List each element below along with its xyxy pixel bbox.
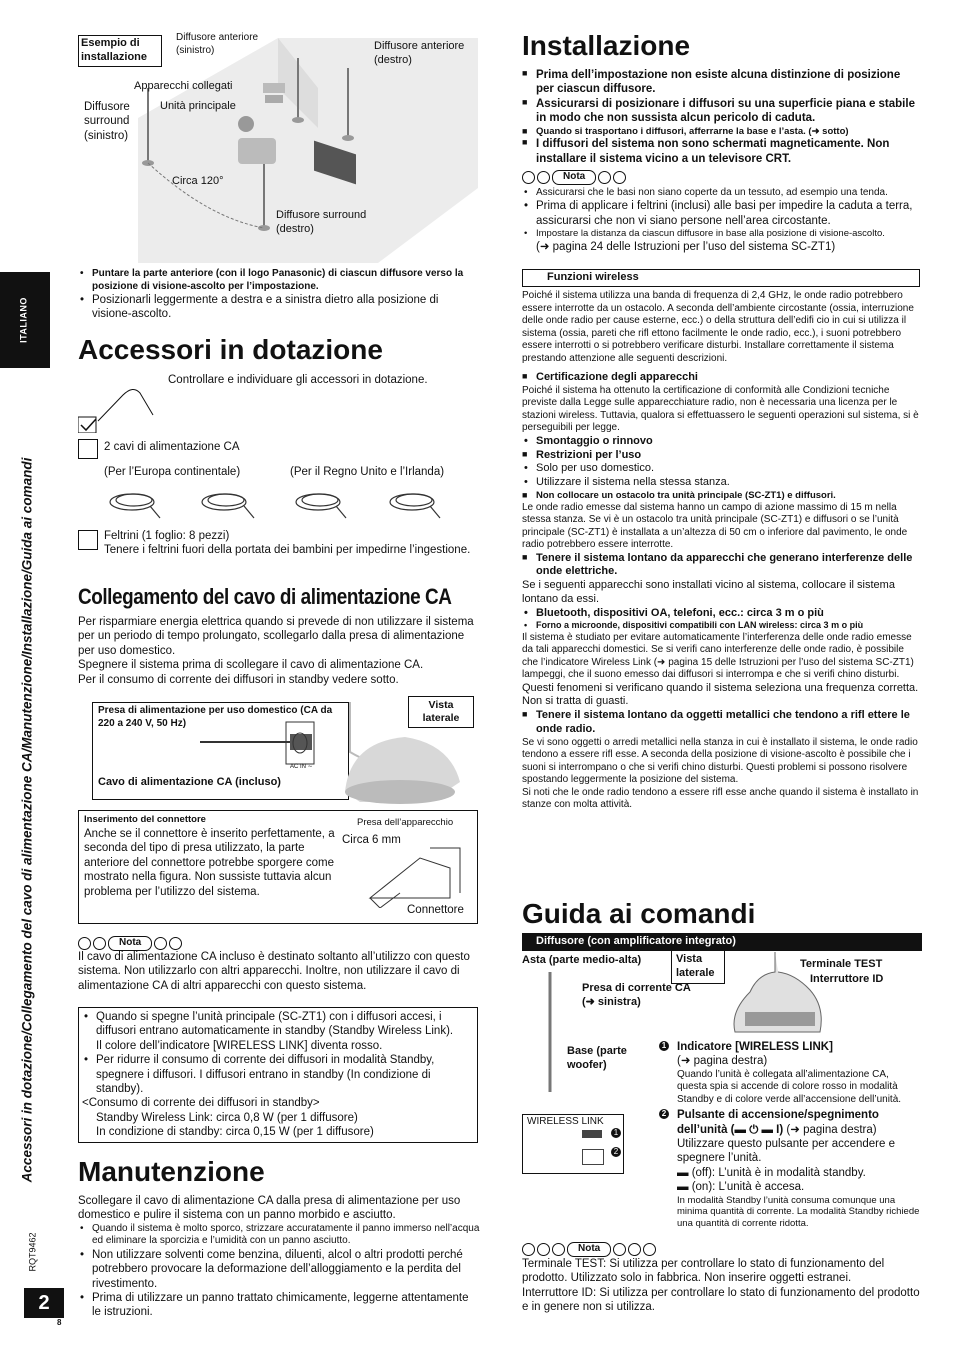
nota-header: Nota [78,936,182,951]
paragraph: Se i seguenti apparecchi sono installati vicino al sistema, collocare il sistema lontano da essi. [522,579,895,605]
asta-label: Asta (parte medio-alta) [522,954,642,966]
indicator-title: 1 Indicatore [WIRELESS LINK] [659,1040,921,1054]
callout-1: 1 [611,1128,621,1138]
doc-code: RQT9462 [27,1232,38,1272]
instruction: ■ Prima dell’impostazione non esiste alcuna distinzione di posizione per ciascun diffusore. [522,68,920,97]
power-cable-illustrations [102,480,472,525]
guida-header: Diffusore (con amplificatore integrato) [522,933,922,951]
standby-bullet: • Quando si spegne l’unità principale (SC-ZT1) con i diffusori accesi, i diffusori entrano automaticamente in standby (Standby Wireless Link). Il colore dell’indicatore [WIRELESS LINK] diventa rosso. [82,1010,462,1053]
wireless-header: Funzioni wireless [522,269,920,287]
placement-note: • Posizionarli leggermente a destra e a sinistra dietro alla posizione di visione-ascolto. [78,293,478,322]
accessory-item [104,529,474,558]
nota-line: Terminale TEST: Si utilizza per controllare lo stato di funzionamento del prodotto. Utilizzato solo in fabbrica. Non inserire oggetti estranei. [522,1258,885,1285]
power-on: ▬ (on): L’unità è accesa. [677,1181,805,1194]
id-switch-label: Interruttore ID [810,973,884,985]
front-left-label: Diffusore anteriore (sinistro) [176,32,259,56]
test-terminal-label: Terminale TEST [800,958,883,970]
wireless-text [522,290,922,812]
subheading: ■ Restrizioni per l’uso [522,449,922,463]
paragraph: Scollegare il cavo di alimentazione CA dalla presa di alimentazione per uso domestico e pulire il sistema con un panno morbido e asciutto. [78,1195,461,1222]
main-unit-label: Unità principale [160,100,236,112]
device-socket-label: Presa dell’apparecchio [357,817,454,828]
angle-label: Circa 120° [172,175,224,187]
nota-item: • Assicurarsi che le basi non siano coperte da un tessuto, ad esempio una tenda. [522,187,920,200]
cable-label: Cavo di alimentazione CA (incluso) [98,776,281,788]
indicator-light [582,1130,602,1138]
approx-label: Circa 6 mm [342,834,401,846]
consumo-line: Standby Wireless Link: circa 0,8 W (per 1 diffusore) [96,1111,358,1124]
paragraph: Poiché il sistema ha ottenuto la certificazione di conformità alle Condizioni tecniche previste dalla Legge sulle apparecchiature radio, non è necessaria una licenza per le stazioni wireless. Tuttavia, qualora si effettuassero le seguenti operazioni sul sistema, si è perseguibili per legge. [522,384,919,434]
manutenzione-title: Manutenzione [78,1156,265,1187]
consumo-line: In condizione di standby: circa 0,15 W (per 1 diffusore) [96,1126,374,1138]
connector-label: Connettore [407,904,464,916]
language-tab [0,272,50,368]
vertical-section-title: Accessori in dotazione/Collegamento del cavo di alimentazione CA/Manutenzione/Installazione/Guida ai comandi [19,457,35,1183]
subheading: ■ Certificazione degli apparecchi [522,371,922,385]
europe-label: (Per l’Europa continentale) [104,466,241,478]
paragraph: Si noti che le onde radio tendono a essere rifl esse anche quando il sistema è installato in stanze con molta attività. [522,786,919,811]
placement-notes [78,268,478,322]
paragraph: Il sistema è studiato per evitare automaticamente l’interferenza delle onde radio emesse da tali apparecchi domestici. Se si verifi cano interferenze delle onde radio, è possibile che l’indicatore Wireless Link (➜ pagina 15 delle Istruzioni per l’uso del sistema SC-ZT1) lampeggi, che il suono emesso dai diffusori si interrompa e che si verifi chino disturbi. [522,631,914,681]
guida-title: Guida ai comandi [522,898,756,929]
checkbox[interactable] [78,439,98,459]
accessory-item: 2 cavi di alimentazione CA [104,441,240,453]
side-view-label: Vista laterale [408,696,474,728]
power-note: In modalità Standby l’unità consuma comunque una minima quantità di corrente. La modalità Standby richiede una quantità di corrente ridotta. [677,1194,920,1230]
guida-nota-text [522,1257,922,1315]
nota-header: Nota [522,170,920,185]
collegamento-title: Collegamento del cavo di alimentazione CA [78,584,452,609]
paragraph: Spegnere il sistema prima di scollegare il cavo di alimentazione CA. [78,659,424,672]
instruction: ■ I diffusori del sistema non sono schermati magneticamente. Non installare il sistema vicino a un televisore CRT. [522,137,920,166]
subheading: ■ Non collocare un ostacolo tra unità principale (SC-ZT1) e diffusori. [522,490,922,502]
power-title: 2 Pulsante di accensione/spegnimento dell’unità (▬ ⏻ ▬ I) (➜ pagina destra) [659,1108,921,1137]
insert-text: Anche se il connettore è inserito perfettamente, a seconda del tipo di presa utilizzato, la parte anteriore del connettore potrebbe sporgere come mostrato nella figura. Non sussiste tuttavia alcun problema per l’utilizzo del sistema. [84,828,335,898]
bullet: • Quando il sistema è molto sporco, strizzare accuratamente il panno immerso nell’acqua ed eliminare la sporcizia e l’umidità con un panno asciutto. [78,1223,480,1248]
connector-illustration [360,838,470,908]
page-sub-number: 8 [57,1318,62,1327]
instruction: ■ Assicurarsi di posizionare i diffusori su una superficie piana e stabile in modo che non sussista alcun pericolo di caduta. [522,97,920,126]
checkbox[interactable] [78,530,98,550]
callout-2: 2 [611,1147,621,1157]
subheading: ■ Tenere il sistema lontano da apparecchi che generano interferenze delle onde elettriche. [522,552,922,580]
bullet: • Bluetooth, dispositivi OA, telefoni, ecc.: circa 3 m o più [522,607,922,621]
standby-text [82,1010,462,1139]
indicator-ref: (➜ pagina destra) [677,1055,768,1068]
bullet: • Solo per uso domestico. [522,462,922,476]
instruction: ■ Quando si trasportano i diffusori, afferrarne la base e l’asta. (➜ sotto) [522,126,920,138]
subheading: ■ Tenere il sistema lontano da oggetti metallici che tendono a rifl ettere le onde radio. [522,709,922,737]
nota-header: Nota [522,1242,656,1257]
paragraph: Le onde radio emesse dal sistema hanno un campo di azione massimo di 15 m nella stessa stanza. Se vi è un ostacolo tra unità principale (SC-ZT1) e diffusori o se l’unità principale (SC-ZT1) è installata a un’altezza di 50 cm o inferiore dal pavimento, le onde radio potrebbero essere interrotte. [522,501,908,551]
accessori-intro: Controllare e individuare gli accessori in dotazione. [168,374,428,386]
ac-socket-label: Presa di corrente CA (➜ sinistra) [582,982,691,1008]
ac-in-label: AC IN ∼ [290,764,313,770]
accessori-title: Accessori in dotazione [78,334,383,365]
surround-right-label: Diffusore surround (destro) [276,209,367,235]
base-label: Base (parte woofer) [567,1045,627,1071]
power-button[interactable] [582,1149,604,1165]
felt-pads-note: Tenere i feltrini fuori della portata dei bambini per impedirne l’ingestione. [104,544,471,557]
example-label: Esempio di installazione [78,35,162,67]
paragraph: Se vi sono oggetti o arredi metallici nella stanza in cui è installato il sistema, le onde radio tendono a essere rifl esse. A seconda della posizione di visione-ascolto è possibile che i suoni si interrompano o che si verifi chino disturbi. Questi problemi si possono risolvere spostando leggermente la posizione del sistema. [522,736,918,786]
wireless-link-label: WIRELESS LINK [527,1116,604,1127]
paragraph: Questi fenomeni si verificano quando il sistema seleziona una frequenza corretta. Non si tratta di guasti. [522,681,919,708]
side-view-label: Vista laterale [671,950,725,984]
bullet: • Non utilizzare solventi come benzina, diluenti, alcol o altri prodotti perché potrebbero provocare la deformazione dell’alloggiamento e la perdita del rivestimento. [78,1248,480,1291]
paragraph: Poiché il sistema utilizza una banda di frequenza di 2,4 GHz, le onde radio potrebbero essere interrotte da un ostacolo. A seconda dell’ambiente circostante (ossia, interruzione delle onde radio per cause esterne, ecc.) o della struttura dell’edifi cio in cui si utilizza il sistema (ossia, pareti che rifl ettono facilmente le onde radio, ecc.), i suoni potrebbero essere interrotti o si potrebbero verificare disturbi. Installare correttamente il sistema prestando attenzione alle seguenti descrizioni. [522,290,914,364]
indicator-text: Quando l’unità è collegata all’alimentazione CA, questa spia si accende di colore rosso in modalità Standby e di colore verde all’accensione dell’unità. [677,1068,902,1105]
felt-pads-label: Feltrini (1 foglio: 8 pezzi) [104,530,230,542]
nota-line: Interruttore ID: Si utilizza per controllare lo stato di funzionamento del prodotto e in genere non si utilizza. [522,1286,920,1314]
nota-text: Il cavo di alimentazione CA incluso è destinato soltanto all’utilizzo con questo sistema. Non utilizzarlo con altri apparecchi. Inoltre, non utilizzare il cavo di alimentazione CA di altri apparecchi con questo sistema. [78,951,470,992]
page-number: 2 [24,1288,64,1318]
controls-descriptions [659,1040,921,1230]
paragraph: Per il consumo di corrente dei diffusori in standby vedere sotto. [78,673,399,686]
consumo-title: <Consumo di corrente dei diffusori in standby> [82,1097,320,1110]
surround-left-label: Diffusore surround (sinistro) [84,101,130,142]
bullet: • Smontaggio o rinnovo [522,435,922,449]
bullet: • Forno a microonde, dispositivi compatibili con LAN wireless: circa 3 m o più [522,620,922,631]
collegamento-text [78,615,478,687]
standby-bullet: • Per ridurre il consumo di corrente dei diffusori in modalità Standby, spegnere i diffusori. I diffusori entrano in standby (In condizione di standby). [82,1053,462,1096]
outlet-label: Presa di alimentazione per uso domestico (CA da 220 a 240 V, 50 Hz) [98,705,333,729]
manutenzione-text [78,1194,480,1320]
nota-item: (➜ pagina 24 delle Istruzioni per l’uso del sistema SC-ZT1) [536,240,836,253]
bullet: • Utilizzare il sistema nella stessa stanza. [522,476,922,490]
nota-item: • Prima di applicare i feltrini (inclusi) alle basi per impedire la caduta a terra, assicurarsi che non vi siano persone nell’area circostante. [522,199,920,228]
placement-note: • Puntare la parte anteriore (con il logo Panasonic) di ciascun diffusore verso la posizione di visione-ascolto per l’impostazione. [78,268,478,293]
language-tab-label: ITALIANO [18,297,29,343]
connected-devices-label: Apparecchi collegati [134,80,233,92]
installazione-notes [522,68,920,254]
bullet: • Prima di utilizzare un panno trattato chimicamente, leggerne attentamente le istruzioni. [78,1291,480,1320]
installazione-title: Installazione [522,30,691,61]
front-right-label: Diffusore anteriore (destro) [374,40,465,66]
insert-title: Inserimento del connettore [84,814,206,825]
power-text: Utilizzare questo pulsante per accendere e spegnere l’unità. [677,1138,895,1165]
uk-label: (Per il Regno Unito e l’Irlanda) [290,466,445,478]
paragraph: Per risparmiare energia elettrica quando si prevede di non utilizzare il sistema per un periodo di tempo prolungato, scollegarlo dalla presa di alimentazione per uso domestico. [78,616,474,657]
hand-check-icon [78,383,158,433]
nota-item: • Impostare la distanza da ciascun diffusore in base alla posizione di visione-ascolto. [522,228,920,240]
power-off: ▬ (off): L’unità è in modalità standby. [677,1166,866,1179]
